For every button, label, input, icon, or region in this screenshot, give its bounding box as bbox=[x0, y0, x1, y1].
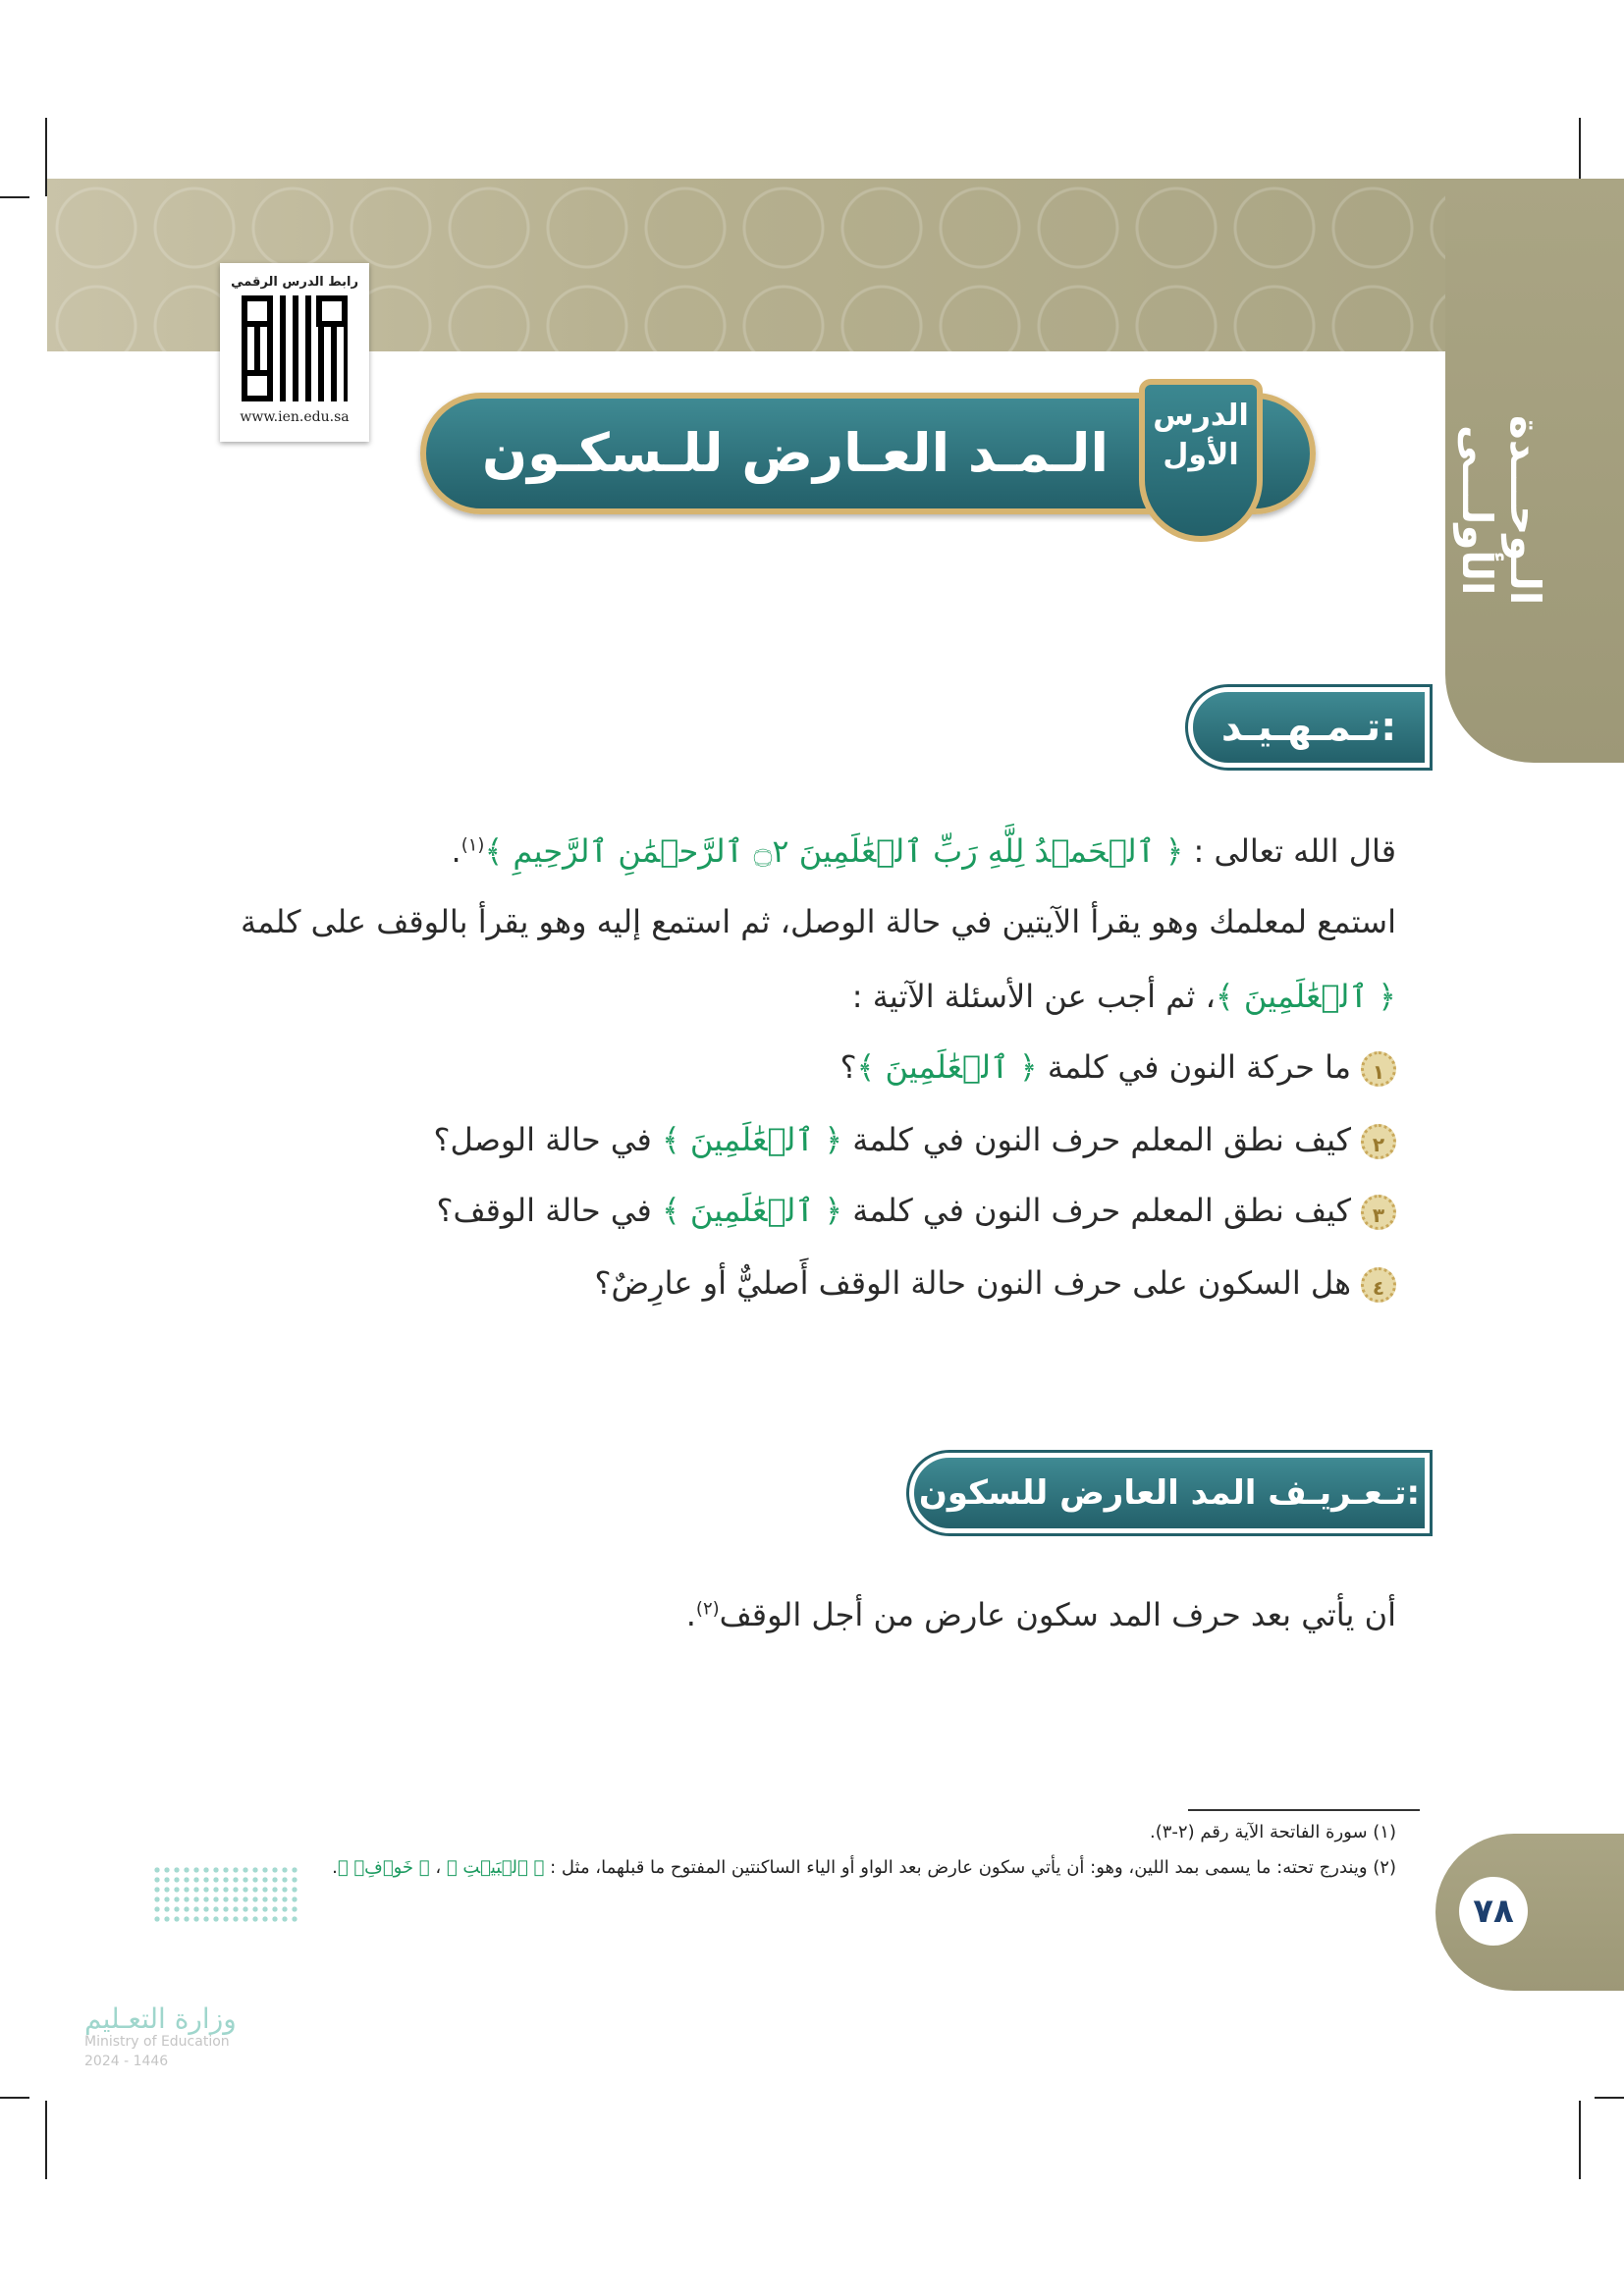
question-word: ﴿ ٱلۡعَٰلَمِينَ ﴾ bbox=[661, 1121, 843, 1158]
crop-mark bbox=[1595, 2097, 1624, 2099]
footnote-2-end: . bbox=[332, 1857, 338, 1878]
qr-code-icon[interactable] bbox=[242, 295, 348, 401]
footnote-2-example-2: ﴿ خَوۡفِۭ ﴾ bbox=[337, 1857, 430, 1878]
definition-body: أن يأتي بعد حرف المد سكون عارض من أجل الوقف bbox=[719, 1596, 1396, 1633]
ministry-logo-icon bbox=[152, 1865, 299, 1924]
footnote-1: (١) سورة الفاتحة الآية رقم (٢-٣). bbox=[1149, 1822, 1396, 1842]
footnote-2-separator: ، bbox=[435, 1857, 442, 1878]
question-number: ٤ bbox=[1361, 1267, 1396, 1303]
crop-mark bbox=[45, 2101, 47, 2179]
qr-card[interactable] bbox=[220, 263, 369, 442]
question-after: ؟ bbox=[839, 1048, 857, 1086]
verse-intro: قال الله تعالى : bbox=[1193, 832, 1396, 870]
lesson-badge-label: الدرس الأول bbox=[1153, 399, 1249, 472]
ministry-name-en: Ministry of Education bbox=[84, 2034, 230, 2050]
ministry-name-ar: وزارة التعـليم bbox=[84, 2002, 237, 2035]
question-number: ٣ bbox=[1361, 1195, 1396, 1230]
crop-mark bbox=[0, 2097, 29, 2099]
page-number: ٧٨ bbox=[1459, 1877, 1528, 1946]
question-word: ﴿ ٱلۡعَٰلَمِينَ ﴾ bbox=[661, 1192, 843, 1229]
question-3 bbox=[436, 1192, 1396, 1230]
verse-text: ﴿ ٱلۡحَمۡدُ لِلَّهِ رَبِّ ٱلۡعَٰلَمِينَ ۝٢ ٱلرَّحۡمَٰنِ ٱلرَّحِيمِ ﴾ bbox=[484, 832, 1184, 870]
definition-end: . bbox=[685, 1596, 696, 1633]
question-2 bbox=[434, 1121, 1397, 1159]
question-4 bbox=[594, 1264, 1396, 1303]
question-after: في حالة الوقف؟ bbox=[436, 1192, 652, 1229]
lesson-title: الـمـد العـارض للـسكـون bbox=[482, 422, 1109, 484]
footnote-2-example-1: ﴿ ٱلۡبَيۡتِ ﴾ bbox=[446, 1857, 545, 1878]
definition-text bbox=[686, 1596, 1396, 1633]
unit-label: الـوحـــدة الأولـــى bbox=[1453, 415, 1549, 606]
verse-ref: (١) bbox=[460, 834, 485, 856]
question-text: ما حركة النون في كلمة bbox=[1047, 1048, 1351, 1086]
footnote-2-text: (٢) ويندرج تحته: ما يسمى بمد اللين، وهو: أن يأتي سكون عارض بعد الواو أو الياء الساكنتين المفتوح ما قبلهما، مثل : bbox=[550, 1857, 1396, 1878]
question-text: هل السكون على حرف النون حالة الوقف أَصليٌّ أو عارِضٌ؟ bbox=[594, 1264, 1351, 1302]
question-after: في حالة الوصل؟ bbox=[433, 1121, 652, 1158]
question-1 bbox=[840, 1048, 1396, 1087]
crop-mark bbox=[0, 196, 29, 198]
question-number: ٢ bbox=[1361, 1124, 1396, 1159]
definition-heading: تـعـريـف المد العارض للسكون: bbox=[918, 1473, 1421, 1513]
question-number: ١ bbox=[1361, 1051, 1396, 1087]
crop-mark bbox=[1579, 2101, 1581, 2179]
instruction-rest: ، ثم أجب عن الأسئلة الآتية : bbox=[851, 978, 1216, 1015]
verse-end: . bbox=[451, 832, 461, 870]
instruction-line-2 bbox=[852, 978, 1396, 1015]
question-text: كيف نطق المعلم حرف النون في كلمة bbox=[852, 1192, 1351, 1229]
instruction-word: ﴿ ٱلۡعَٰلَمِينَ ﴾ bbox=[1215, 978, 1396, 1015]
footnote-divider bbox=[1188, 1809, 1420, 1811]
question-text: كيف نطق المعلم حرف النون في كلمة bbox=[852, 1121, 1351, 1158]
intro-heading: تـمـهـيـد: bbox=[1220, 705, 1397, 750]
verse-line bbox=[452, 832, 1396, 870]
footnote-2 bbox=[332, 1857, 1396, 1878]
definition-ref: (٢) bbox=[695, 1598, 720, 1620]
ministry-year: 2024 - 1446 bbox=[84, 2054, 169, 2069]
question-word: ﴿ ٱلۡعَٰلَمِينَ ﴾ bbox=[856, 1048, 1038, 1086]
qr-caption: رابط الدرس الرقمي bbox=[231, 275, 358, 290]
instruction-line-1: استمع لمعلمك وهو يقرأ الآيتين في حالة الوصل، ثم استمع إليه وهو يقرأ بالوقف على كلمة bbox=[241, 903, 1396, 940]
qr-url: www.ien.edu.sa bbox=[240, 409, 350, 425]
